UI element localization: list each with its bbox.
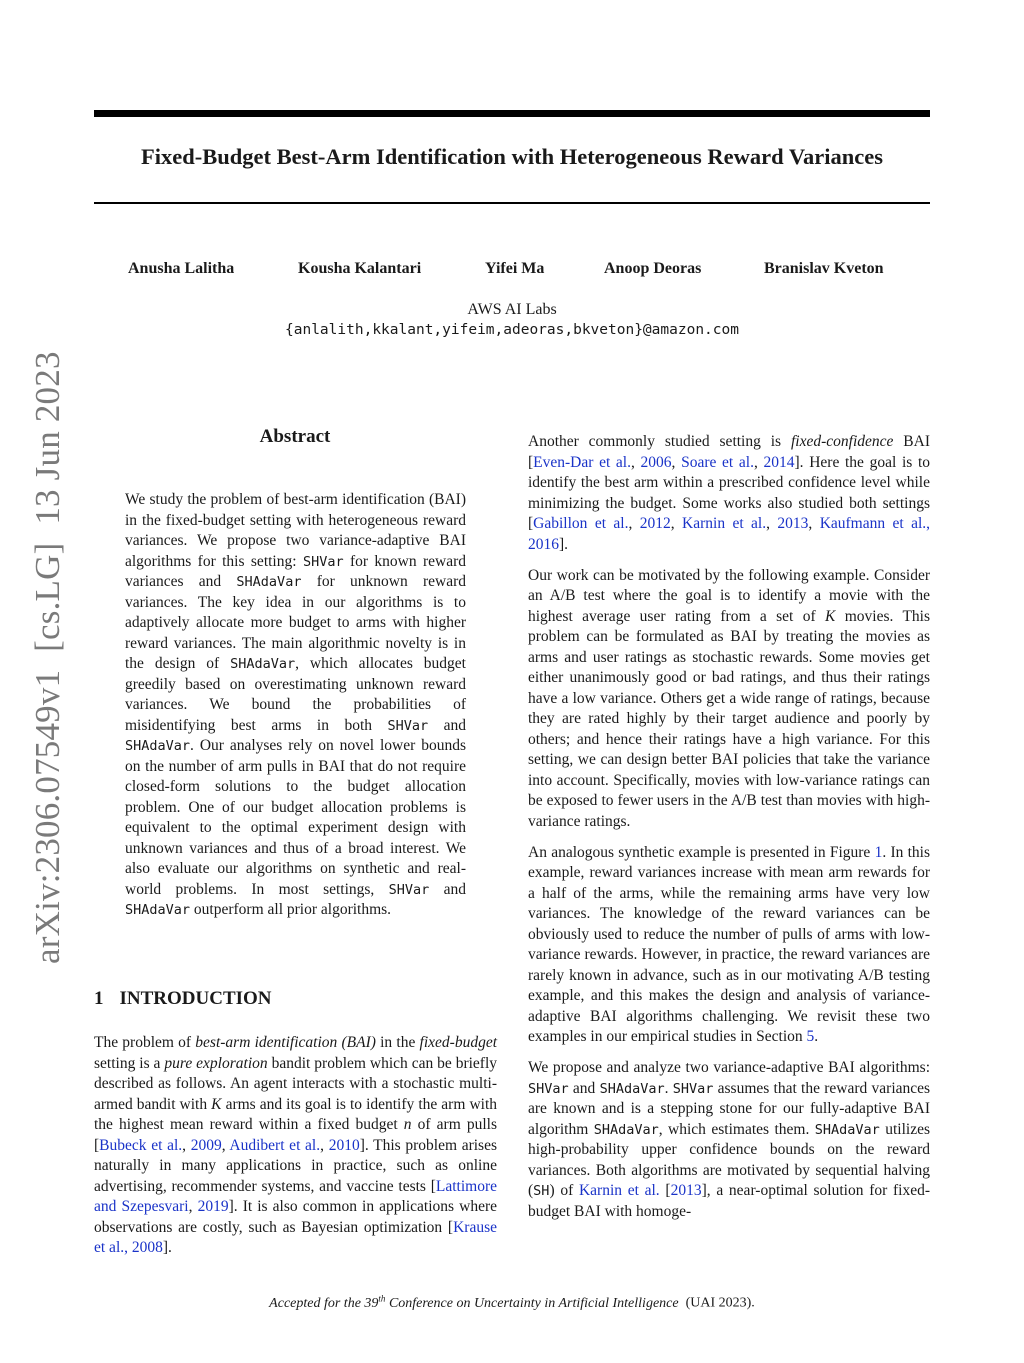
author-emails: {anlalith,kkalant,yifeim,adeoras,bkveton}@amazon.com: [285, 322, 739, 338]
paragraph-fixed-confidence: Another commonly studied setting is fixed-confidence BAI [Even-Dar et al., 2006, Soare et al., 2014]. Here the goal is to identify the best arm within a prescribed confidence level while minimizing the budget. Some works also studied both settings [Gabillon et al., 2012, Karnin et al., 2013, Kaufmann et al., 2016].: [528, 433, 931, 553]
citation-link[interactable]: 2014: [763, 453, 795, 471]
citation-link[interactable]: Soare et al.: [681, 453, 754, 471]
footer-note: Accepted for the 39th Conference on Uncertainty in Artificial Intelligence (UAI 2023).: [269, 1293, 755, 1311]
abstract-text: We study the problem of best-arm identification (BAI) in the fixed-budget setting with heterogeneous reward variances. We propose two variance-adaptive BAI algorithms for this setting: SHVar for known reward variances and SHAdaVar for unknown reward variances. The key idea in our algorithms is to adaptively allocate more budget to arms with higher reward variances. The main algorithmic novelty is in the design of SHAdaVar, which allocates budget greedily based on overestimating unknown reward variances. We bound the probabilities of misidentifying best arms in both SHVar and SHAdaVar. Our analyses rely on novel lower bounds on the number of arm pulls in BAI that do not require closed-form solutions to the budget allocation problem. One of our budget allocation problems is equivalent to the optimal experiment design with unknown variances and thus of a broad interest. We also evaluate our algorithms on synthetic and real-world problems. In most settings, SHVar and SHAdaVar outperform all prior algorithms.: [125, 491, 467, 918]
citation-link[interactable]: 2010: [328, 1136, 360, 1154]
paragraph-synthetic-example: An analogous synthetic example is presented in Figure 1. In this example, reward variances increase with mean arm rewards for a half of the arms, while the remaining arms have very low variances. The knowledge of the reward variances can be obviously used to reduce the number of pulls of arms with low-variance rewards. However, in practice, the reward variances are rarely known in advance, such as in our motivating A/B testing example, and this makes the design and analysis of variance-adaptive BAI algorithms challenging. We revisit these two examples in our empirical studies in Section 5.: [528, 843, 931, 1045]
abstract-heading: Abstract: [259, 426, 331, 447]
citation-link[interactable]: Even-Dar et al.: [533, 453, 631, 471]
author-name: Yifei Ma: [485, 260, 545, 277]
paragraph-contributions: We propose and analyze two variance-adaptive BAI algorithms: SHVar and SHAdaVar. SHVar assumes that the reward variances are known and is a stepping stone for our fully-adaptive BAI algorithm SHAdaVar, which estimates them. SHAdaVar utilizes high-probability upper confidence bounds on the reward variances. Both algorithms are motivated by sequential halving (SH) of Karnin et al. [2013], a near-optimal solution for fixed-budget BAI with homoge-: [528, 1059, 931, 1220]
author-list: [94, 260, 930, 282]
top-rule: [94, 110, 930, 117]
author-name: Anusha Lalitha: [128, 260, 235, 277]
citation-link[interactable]: 2013: [777, 515, 809, 532]
right-column: [528, 432, 930, 1233]
citation-link[interactable]: 2019: [197, 1198, 229, 1215]
section-heading: 1 INTRODUCTION: [94, 988, 272, 1009]
citation-link[interactable]: 2006: [640, 453, 672, 471]
citation-link[interactable]: 2013: [670, 1182, 702, 1199]
citation-link[interactable]: Karnin et al.: [682, 515, 767, 532]
citation-link[interactable]: 2009: [190, 1136, 222, 1154]
citation-link[interactable]: Bubeck et al.: [99, 1136, 183, 1154]
author-name: Kousha Kalantari: [298, 260, 422, 277]
author-name: Anoop Deoras: [604, 260, 702, 277]
citation-link[interactable]: 2012: [639, 515, 671, 532]
arxiv-id-text: arXiv:2306.07549v1 [cs.LG] 13 Jun 2023: [28, 351, 67, 964]
paper-title: Fixed-Budget Best-Arm Identification with Heterogeneous Reward Variances: [140, 144, 884, 169]
citation-link[interactable]: Gabillon et al.: [533, 515, 629, 532]
figure-link[interactable]: 1: [874, 843, 883, 861]
intro-paragraph: The problem of best-arm identification (BAI) in the fixed-budget setting is a pure exploration bandit problem which can be briefly described as follows. An agent interacts with a stochastic multi-armed bandit with K arms and its goal is to identify the arm with the highest mean reward within a fixed budget n of arm pulls [Bubeck et al., 2009, Audibert et al., 2010]. This problem arises naturally in many applications in practice, such as online advertising, recommender systems, and vaccine tests [Lattimore and Szepesvari, 2019]. It is also common in applications where observations are costly, such as Bayesian optimization [Krause et al., 2008].: [94, 1034, 498, 1256]
citation-link[interactable]: Kaufmann et al., 2016: [528, 515, 931, 553]
paragraph-motivation: Our work can be motivated by the following example. Consider an A/B test where the goal is to identify a movie with the highest average user rating from a set of K movies. This problem can be formulated as BAI by treating the movies as arms and user ratings as stochastic rewards. Some movies get either unanimously good or bad ratings, and thus their ratings have a low variance. Others get a wide range of ratings, because they are rated highly by their target audience and poorly by others; and hence their ratings have a high variance. For this setting, we can design better BAI policies that take the variance into account. Specifically, movies with low-variance ratings can be exposed to fewer users in the A/B test than movies with high-variance ratings.: [528, 566, 931, 830]
citation-link[interactable]: Karnin et al.: [578, 1182, 660, 1199]
section-link[interactable]: 5: [806, 1028, 815, 1045]
arxiv-identifier: [26, 351, 70, 964]
affiliation: AWS AI Labs: [467, 301, 557, 318]
author-name: Branislav Kveton: [764, 260, 884, 277]
citation-link[interactable]: Krause et al., 2008: [94, 1218, 497, 1256]
citation-link[interactable]: Lattimore and Szepesvari: [94, 1177, 497, 1215]
title-rule: [94, 202, 930, 204]
citation-link[interactable]: Audibert et al.: [229, 1136, 321, 1154]
